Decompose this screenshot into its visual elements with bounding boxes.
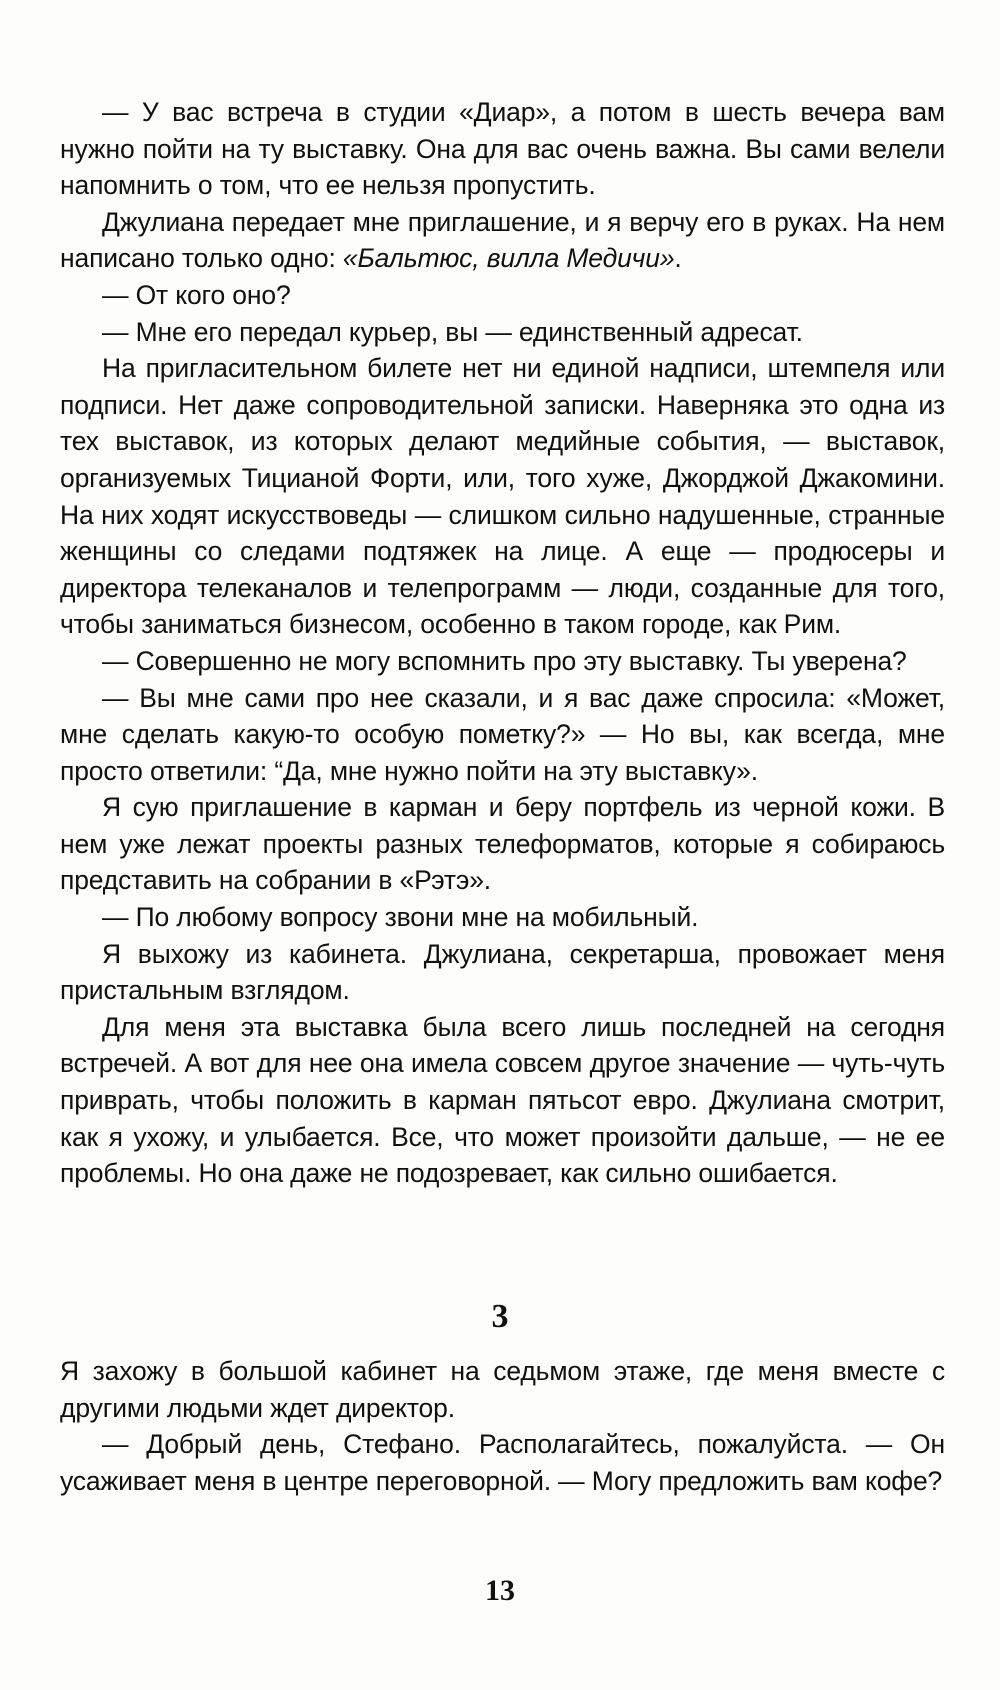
invitation-title: «Бальтюс, вилла Медичи» — [342, 243, 675, 274]
paragraph: Я сую приглашение в карман и беру портфель из черной кожи. В нем уже лежат проекты разных телеформатов, которые я собираюсь представить на собрании в «Рэтэ». — [60, 792, 945, 896]
body-text-top — [60, 94, 945, 1192]
body-text-bottom — [60, 1353, 945, 1499]
paragraph: — Добрый день, Стефано. Располагайтесь, пожалуйста. — Он усаживает меня в центре переговорной. — Могу предложить вам кофе? — [60, 1429, 945, 1496]
paragraph: — Мне его передал курьер, вы — единственный адресат. — [102, 316, 803, 347]
paragraph: На пригласительном билете нет ни единой надписи, штемпеля или подписи. Нет даже сопроводительной записки. Наверняка это одна из тех выставок, из которых делают медийные события, — выставок, организуемых Тицианой Форти, или, того хуже, Джорджой Джакомини. На них ходят искусствоведы — слишком сильно надушенные, странные женщины со следами подтяжек на лице. А еще — продюсеры и директора телеканалов и телепрограмм — люди, созданные для того, чтобы заниматься бизнесом, особенно в таком городе, как Рим. — [60, 353, 945, 640]
chapter-number: 3 — [491, 1298, 509, 1335]
paragraph — [60, 204, 945, 277]
paragraph: Я захожу в большой кабинет на седьмом этаже, где меня вместе с другими людьми ждет директор. — [60, 1356, 945, 1423]
paragraph: — Вы мне сами про нее сказали, и я вас даже спросила: «Может, мне сделать какую-то особую пометку?» — Но вы, как всегда, мне просто ответили: “Да, мне нужно пойти на эту выставку». — [60, 682, 945, 786]
paragraph: — От кого оно? — [102, 279, 291, 310]
paragraph: Для меня эта выставка была всего лишь последней на сегодня встречей. А вот для нее она имела совсем другое значение — чуть-чуть приврать, чтобы положить в карман пятьсот евро. Джулиана смотрит, как я ухожу, и улыбается. Все, что может произойти дальше, — не ее проблемы. Но она даже не подозревает, как сильно ошибается. — [60, 1011, 945, 1189]
paragraph: — Совершенно не могу вспомнить про эту выставку. Ты уверена? — [102, 645, 907, 676]
paragraph: — По любому вопросу звони мне на мобильный. — [102, 902, 699, 933]
page-number: 13 — [485, 1574, 515, 1607]
paragraph-text: . — [674, 243, 682, 274]
paragraph-text: Джулиана передает мне приглашение, и я верчу его в руках. На нем написано только одно: — [60, 206, 945, 274]
paragraph: — У вас встреча в студии «Диар», а потом в шесть вечера вам нужно пойти на ту выставку. Она для вас очень важна. Вы сами велели напомнить о том, что ее нельзя пропустить. — [60, 97, 945, 201]
paragraph: Я выхожу из кабинета. Джулиана, секретарша, провожает меня пристальным взглядом. — [60, 938, 945, 1006]
